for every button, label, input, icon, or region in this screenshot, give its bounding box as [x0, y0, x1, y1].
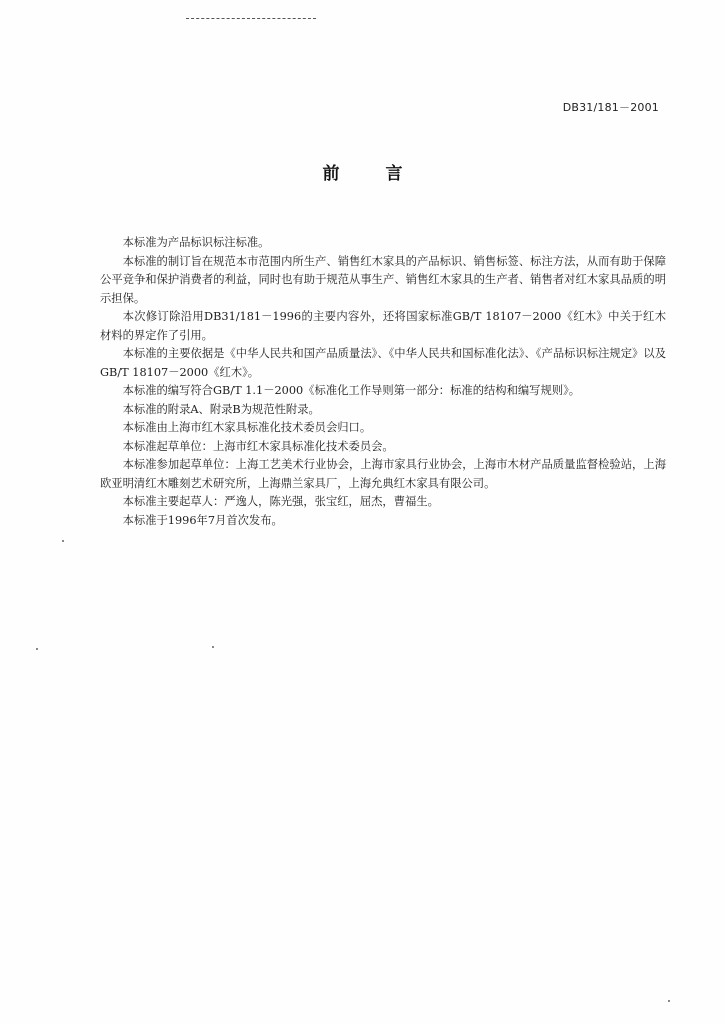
preface-body: [100, 234, 666, 530]
page-title: 前言: [322, 164, 449, 184]
paragraph-1: 本标准为产品标识标注标准。: [122, 236, 270, 249]
paragraph-11: 本标准于1996年7月首次发布。: [122, 513, 283, 527]
paragraph-7: 本标准由上海市红木家具标准化技术委员会归口。: [122, 421, 372, 434]
scan-speck: [62, 540, 64, 542]
paragraph-10: 本标准主要起草人：严逸人，陈光强，张宝红，屈杰，曹福生。: [122, 495, 439, 508]
paragraph-2: 本标准的制订旨在规范本市范围内所生产、销售红木家具的产品标识、销售标签、标注方法，从而有助于保障公平竞争和保护消费者的利益，同时也有助于规范从事生产、销售红木家具的生产者、销售者对红木家具品质的明示担保。: [100, 254, 666, 305]
scan-speck: [36, 648, 38, 650]
document-code: DB31/181－2001: [562, 101, 659, 114]
scan-speck: [212, 646, 214, 648]
top-dashed-rule: [186, 18, 316, 19]
paragraph-9: 本标准参加起草单位：上海工艺美术行业协会，上海市家具行业协会，上海市木材产品质量监督检验站，上海欧亚明清红木雕刻艺术研究所，上海鼎兰家具厂，上海允典红木家具有限公司。: [100, 458, 666, 490]
paragraph-8: 本标准起草单位：上海市红木家具标准化技术委员会。: [122, 439, 394, 453]
paragraph-5: 本标准的编写符合GB/T 1.1－2000《标准化工作导则第一部分：标准的结构和编写规则》。: [122, 384, 581, 397]
paragraph-6: 本标准的附录A、附录B为规范性附录。: [122, 402, 320, 416]
paragraph-3: 本次修订除沿用DB31/181－1996的主要内容外，还将国家标准GB/T 18107－2000《红木》中关于红木材料的界定作了引用。: [100, 310, 666, 342]
paragraph-4: 本标准的主要依据是《中华人民共和国产品质量法》、《中华人民共和国标准化法》、《产品标识标注规定》以及GB/T 18107－2000《红木》。: [100, 347, 666, 379]
scan-speck: [668, 1000, 670, 1002]
